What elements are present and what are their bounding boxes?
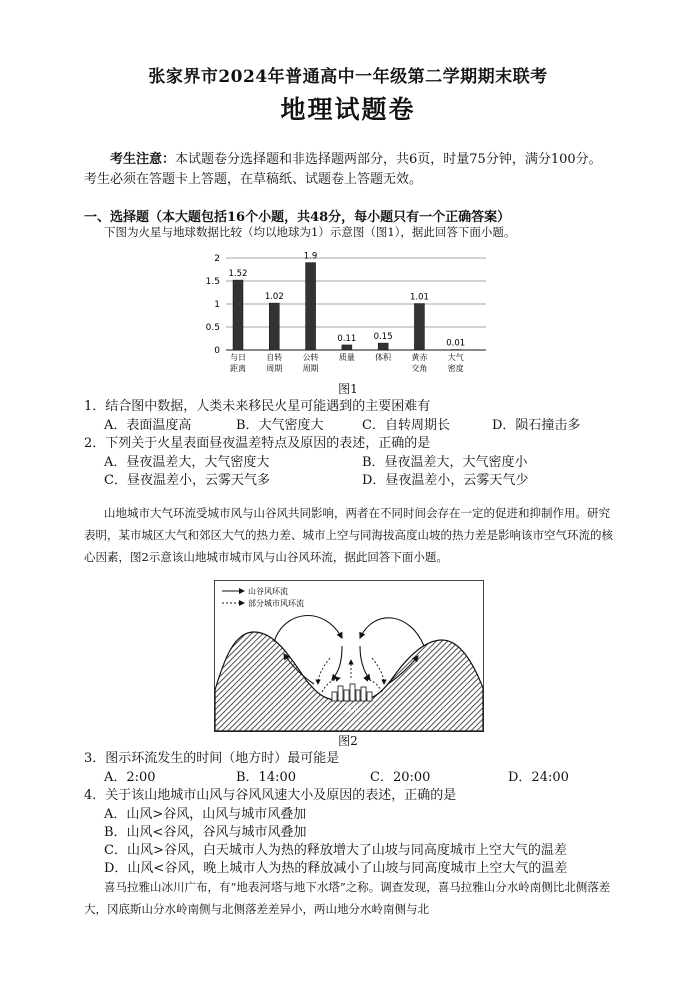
- x-tick-label: 与日距离: [230, 353, 246, 373]
- bar: [451, 350, 461, 351]
- q1-stem: 1．结合图中数据，人类未来移民火星可能遇到的主要困难有: [84, 399, 431, 414]
- intro-figure2: 山地城市大气环流受城市风与山谷风共同影响，两者在不同时间会存在一定的促进和抑制作用。研究表明，某市城区大气和郊区大气的热力差、城市上空与同海拔高度山坡的热力差是影响该市空气环流的核心因素，图2示意该山地城市城市风与山谷风环流，据此回答下面小题。: [84, 506, 613, 564]
- bar: [233, 280, 243, 350]
- bar-value-label: 1.01: [409, 292, 429, 303]
- q4-option-b[interactable]: B．山风<谷风，谷风与城市风叠加: [104, 825, 307, 840]
- q3-stem: 3．图示环流发生的时间（地方时）最可能是: [84, 751, 340, 766]
- q4-option-a[interactable]: A．山风>谷风，山风与城市风叠加: [104, 807, 307, 822]
- figure1-caption: 图1: [338, 382, 358, 396]
- legend-valley-wind: 山谷风环流: [248, 587, 288, 596]
- bar-value-label: 1.02: [264, 292, 284, 303]
- q3-option-d[interactable]: D．24:00: [508, 770, 569, 785]
- q2-option-c[interactable]: C．昼夜温差小，云雾天气多: [104, 473, 270, 488]
- x-tick-label: 自转周期: [266, 353, 283, 373]
- q4-option-c[interactable]: C．山风>谷风，白天城市人为热的释放增大了山坡与同高度城市上空大气的温差: [104, 843, 567, 858]
- x-tick-label: 大气密度: [447, 353, 464, 373]
- bar: [342, 345, 352, 350]
- bar-value-label: 0.01: [446, 338, 466, 349]
- y-tick-label: 1.5: [205, 277, 220, 287]
- bar: [378, 343, 388, 350]
- q4-option-d[interactable]: D．山风<谷风，晚上城市人为热的释放减小了山坡与同高度城市上空大气的温差: [104, 861, 568, 876]
- y-tick-label: 0.5: [205, 323, 220, 333]
- q1-option-a[interactable]: A．表面温度高: [104, 418, 192, 433]
- exam-notice: [84, 150, 614, 190]
- q1-option-c[interactable]: C．自转周期长: [362, 418, 450, 433]
- bar: [414, 304, 424, 350]
- q1-option-b[interactable]: B．大气密度大: [236, 418, 324, 433]
- x-tick-label: 质量: [338, 353, 355, 362]
- bar-value-label: 0.15: [373, 332, 393, 343]
- q2-option-b[interactable]: B．昼夜温差大，大气密度小: [362, 455, 528, 470]
- q2-option-d[interactable]: D．昼夜温差小，云雾天气少: [362, 473, 529, 488]
- section-heading: 一、选择题（本大题包括16个小题，共48分，每小题只有一个正确答案）: [84, 210, 511, 225]
- q2-stem: 2．下列关于火星表面昼夜温差特点及原因的表述，正确的是: [84, 436, 431, 451]
- paper-title: 地理试题卷: [280, 95, 416, 124]
- x-tick-label: 公转周期: [302, 353, 319, 373]
- figure1-chart: [196, 240, 496, 382]
- notice-text: 本试题卷分选择题和非选择题两部分，共6页，时量75分钟，满分100分。考生必须在答题卡上答题，在草稿纸、试题卷上答题无效。: [84, 152, 602, 187]
- bar-value-label: 1.9: [303, 251, 318, 262]
- q1-option-d[interactable]: D．陨石撞击多: [492, 418, 581, 433]
- y-tick-label: 1: [214, 300, 220, 310]
- q4-stem: 4．关于该山地城市山风与谷风风速大小及原因的表述，正确的是: [84, 788, 457, 803]
- x-tick-label: 体积: [375, 353, 392, 362]
- bar: [306, 263, 316, 350]
- bar: [269, 303, 279, 350]
- legend-city-wind: 部分城市风环流: [248, 599, 304, 608]
- intro-figure1: 下图为火星与地球数据比较（均以地球为1）示意图（图1），据此回答下面小题。: [104, 225, 516, 239]
- figure2-diagram: [214, 580, 484, 732]
- intro-next-passage: 喜马拉雅山冰川广布，有“地表河塔与地下水塔”之称。调查发现，喜马拉雅山分水岭南侧比北侧落差大，冈底斯山分水岭南侧与北侧落差差异小，两山地分水岭南侧与北: [84, 880, 611, 916]
- q3-option-b[interactable]: B．14:00: [236, 770, 297, 785]
- figure2-caption: 图2: [338, 734, 358, 748]
- bar-value-label: 0.11: [337, 333, 357, 344]
- notice-label: 考生注意：: [110, 152, 176, 167]
- y-tick-label: 2: [214, 254, 220, 264]
- city-label: 城市: [345, 705, 359, 713]
- x-tick-label: 黄赤交角: [411, 353, 428, 373]
- q2-option-a[interactable]: A．昼夜温差大，大气密度大: [104, 455, 270, 470]
- y-tick-label: 0: [214, 346, 220, 356]
- bar-value-label: 1.52: [228, 269, 248, 280]
- q3-option-a[interactable]: A．2:00: [104, 770, 156, 785]
- q3-option-c[interactable]: C．20:00: [370, 770, 431, 785]
- exam-title: 张家界市2024年普通高中一年级第二学期期末联考: [148, 67, 548, 87]
